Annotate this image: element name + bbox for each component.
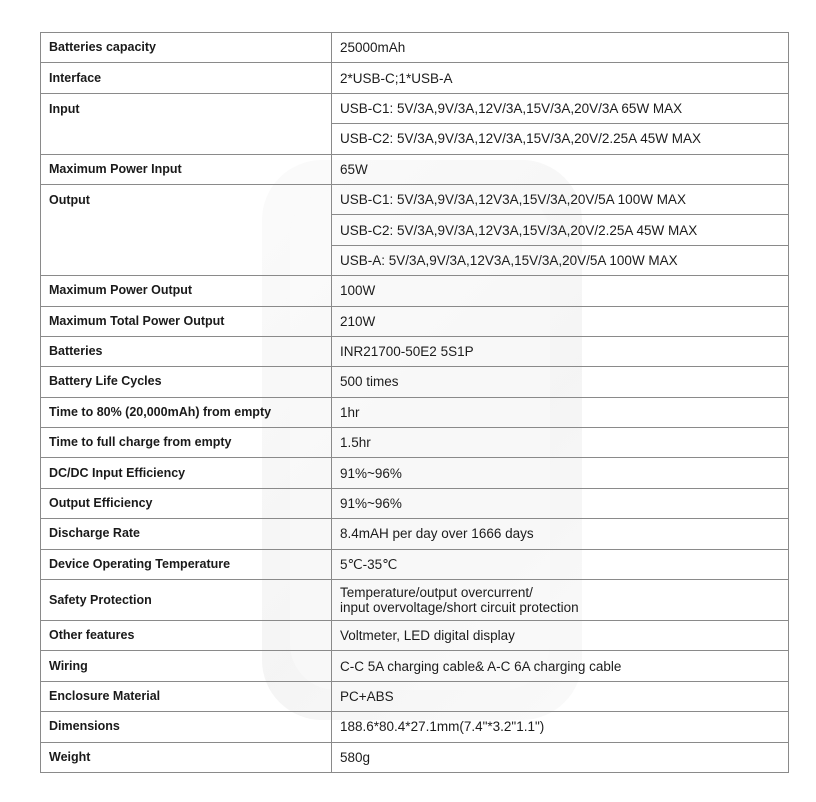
spec-value: 91%~96% xyxy=(332,458,789,488)
spec-row xyxy=(41,742,789,772)
spec-value: C-C 5A charging cable& A-C 6A charging cable xyxy=(332,651,789,681)
spec-value: 65W xyxy=(332,154,789,184)
spec-value: 1hr xyxy=(332,397,789,427)
spec-value: USB-C1: 5V/3A,9V/3A,12V/3A,15V/3A,20V/3A 65W MAX xyxy=(332,93,789,123)
spec-value: 210W xyxy=(332,306,789,336)
spec-label: Weight xyxy=(41,742,332,772)
spec-value: 25000mAh xyxy=(332,33,789,63)
spec-label: Maximum Power Output xyxy=(41,276,332,306)
spec-row xyxy=(41,488,789,518)
spec-value: 100W xyxy=(332,276,789,306)
spec-label: Batteries capacity xyxy=(41,33,332,63)
spec-label: Maximum Total Power Output xyxy=(41,306,332,336)
spec-row xyxy=(41,63,789,93)
spec-value: 188.6*80.4*27.1mm(7.4"*3.2"1.1") xyxy=(332,712,789,742)
spec-label: Device Operating Temperature xyxy=(41,549,332,579)
spec-row xyxy=(41,33,789,63)
spec-row xyxy=(41,458,789,488)
spec-label: Safety Protection xyxy=(41,580,332,621)
spec-value: PC+ABS xyxy=(332,681,789,711)
spec-label: Maximum Power Input xyxy=(41,154,332,184)
spec-row xyxy=(41,712,789,742)
spec-label: Time to full charge from empty xyxy=(41,428,332,458)
spec-label: Input xyxy=(41,93,332,154)
spec-row xyxy=(41,549,789,579)
spec-value: USB-C1: 5V/3A,9V/3A,12V3A,15V/3A,20V/5A 100W MAX xyxy=(332,184,789,214)
spec-value: Temperature/output overcurrent/ input overvoltage/short circuit protection xyxy=(332,580,789,621)
spec-value: USB-A: 5V/3A,9V/3A,12V3A,15V/3A,20V/5A 100W MAX xyxy=(332,245,789,275)
spec-value: USB-C2: 5V/3A,9V/3A,12V/3A,15V/3A,20V/2.25A 45W MAX xyxy=(332,124,789,154)
spec-label: Other features xyxy=(41,621,332,651)
spec-label: Discharge Rate xyxy=(41,519,332,549)
spec-value: 5℃-35℃ xyxy=(332,549,789,579)
spec-row xyxy=(41,428,789,458)
spec-row xyxy=(41,519,789,549)
spec-value: USB-C2: 5V/3A,9V/3A,12V3A,15V/3A,20V/2.25A 45W MAX xyxy=(332,215,789,245)
spec-row xyxy=(41,306,789,336)
spec-table xyxy=(40,32,789,773)
spec-label: Interface xyxy=(41,63,332,93)
spec-row xyxy=(41,397,789,427)
spec-value: INR21700-50E2 5S1P xyxy=(332,336,789,366)
spec-value: 580g xyxy=(332,742,789,772)
spec-label: Dimensions xyxy=(41,712,332,742)
spec-row xyxy=(41,580,789,621)
spec-value: 91%~96% xyxy=(332,488,789,518)
spec-label: Wiring xyxy=(41,651,332,681)
spec-label: Output Efficiency xyxy=(41,488,332,518)
spec-label: Batteries xyxy=(41,336,332,366)
spec-row xyxy=(41,367,789,397)
spec-label: DC/DC Input Efficiency xyxy=(41,458,332,488)
spec-value: Voltmeter, LED digital display xyxy=(332,621,789,651)
spec-row xyxy=(41,276,789,306)
spec-value: 8.4mAH per day over 1666 days xyxy=(332,519,789,549)
spec-row xyxy=(41,184,789,214)
spec-row xyxy=(41,154,789,184)
spec-value: 2*USB-C;1*USB-A xyxy=(332,63,789,93)
spec-value: 1.5hr xyxy=(332,428,789,458)
spec-row xyxy=(41,681,789,711)
spec-row xyxy=(41,93,789,123)
spec-label: Time to 80% (20,000mAh) from empty xyxy=(41,397,332,427)
spec-label: Enclosure Material xyxy=(41,681,332,711)
spec-row xyxy=(41,651,789,681)
spec-label: Battery Life Cycles xyxy=(41,367,332,397)
spec-row xyxy=(41,621,789,651)
spec-value: 500 times xyxy=(332,367,789,397)
spec-row xyxy=(41,336,789,366)
spec-label: Output xyxy=(41,184,332,275)
spec-table-body xyxy=(41,33,789,773)
